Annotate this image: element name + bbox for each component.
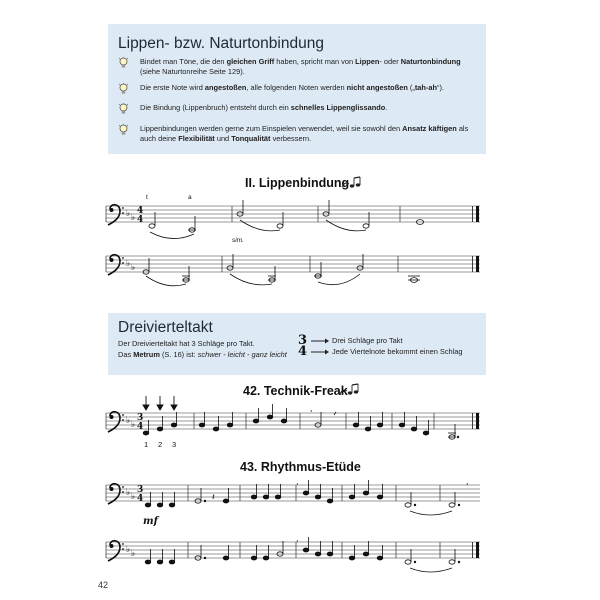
text-run: Naturtonbindung — [400, 57, 461, 66]
svg-text:4: 4 — [137, 494, 144, 504]
piece-title-rhythmus-etuede: 43. Rhythmus-Etüde — [240, 460, 361, 474]
count-1: 1 — [144, 440, 149, 449]
text-run: verbessern. — [270, 134, 312, 143]
time-sig-bottom: 4 — [298, 344, 308, 359]
svg-text:♭: ♭ — [131, 213, 136, 223]
text-run: Lippen — [355, 57, 380, 66]
text-run: angestoßen — [204, 83, 247, 92]
meter-box-title: Dreivierteltakt — [118, 319, 213, 336]
svg-text:♭: ♭ — [126, 259, 131, 269]
text-run: nicht angestoßen — [346, 83, 408, 92]
text-run: Lippenbindungen werden gerne zum Einspielen verwendet, weil sie sowohl den — [140, 124, 403, 133]
text-run: Tonqualität — [231, 134, 271, 143]
text-run: Flexibilität — [178, 134, 215, 143]
text-run: Ansatz käftigen — [402, 124, 457, 133]
svg-text:3: 3 — [137, 413, 144, 423]
meter-explain-top: Drei Schläge pro Takt — [332, 336, 403, 345]
svg-text:4: 4 — [137, 206, 144, 216]
count-2: 2 — [158, 440, 163, 449]
text-run: Die Bindung (Lippenbruch) entsteht durch ein — [140, 103, 291, 112]
svg-text:♭: ♭ — [126, 545, 131, 555]
text-run: als auch deine — [140, 124, 469, 143]
svg-text:♭: ♭ — [126, 416, 131, 426]
svg-text:♭: ♭ — [126, 488, 131, 498]
svg-text:4: 4 — [137, 422, 144, 432]
text-run: und — [214, 134, 232, 143]
svg-text:♭: ♭ — [131, 420, 136, 430]
svg-text:,: , — [466, 477, 469, 486]
dynamic-mf: mf — [143, 516, 158, 527]
text-run: Bindet man Töne, die den — [140, 57, 227, 66]
text-run: Metrum — [133, 350, 160, 359]
time-sig-top: 3 — [298, 333, 308, 348]
text-run: („ — [407, 83, 415, 92]
piece-title-technik-freak: 42. Technik-Freak — [243, 384, 348, 398]
text-run: schnelles Lippenglissando — [290, 103, 386, 112]
text-run: - oder — [379, 57, 401, 66]
svg-text:♭: ♭ — [131, 549, 136, 559]
svg-text:𝄽: 𝄽 — [212, 493, 215, 503]
text-run: “). — [437, 83, 444, 92]
text-run: Die erste Note wird — [140, 83, 205, 92]
svg-text:♭: ♭ — [131, 492, 136, 502]
page-number: 42 — [98, 580, 109, 590]
meter-line-1: Der Dreivierteltakt hat 3 Schläge pro Takt. — [118, 339, 255, 348]
svg-text:4: 4 — [137, 215, 144, 225]
count-3: 3 — [172, 440, 177, 449]
text-run: gleichen Griff — [226, 57, 275, 66]
piece-title-lippenbindung: II. Lippenbindung — [245, 176, 350, 190]
meter-explain-bottom: Jede Viertelnote bekommt einen Schlag — [332, 347, 463, 356]
text-run: haben, spricht man von — [274, 57, 356, 66]
svg-text:,: , — [310, 404, 313, 413]
text-run: , alle folgenden Noten werden — [246, 83, 347, 92]
text-run: tah-ah — [414, 83, 438, 92]
text-run: schwer - leicht - ganz leicht — [197, 350, 287, 359]
svg-text:♭: ♭ — [131, 263, 136, 273]
svg-text:♭: ♭ — [126, 209, 131, 219]
text-run: Das — [118, 350, 134, 359]
marking-sim: sim. — [232, 237, 244, 244]
text-run: (siehe Naturtonreihe Seite 129). — [140, 67, 245, 76]
svg-text:3: 3 — [137, 485, 144, 495]
svg-text:,: , — [296, 534, 299, 543]
mark-a: a — [188, 194, 192, 201]
text-run: (S. 16) ist: — [159, 350, 198, 359]
mark-t: t — [146, 194, 148, 201]
info-box-title: Lippen- bzw. Naturtonbindung — [118, 35, 324, 52]
svg-text:,: , — [296, 477, 299, 486]
clefs — [108, 205, 124, 561]
text-run: . — [385, 103, 388, 112]
